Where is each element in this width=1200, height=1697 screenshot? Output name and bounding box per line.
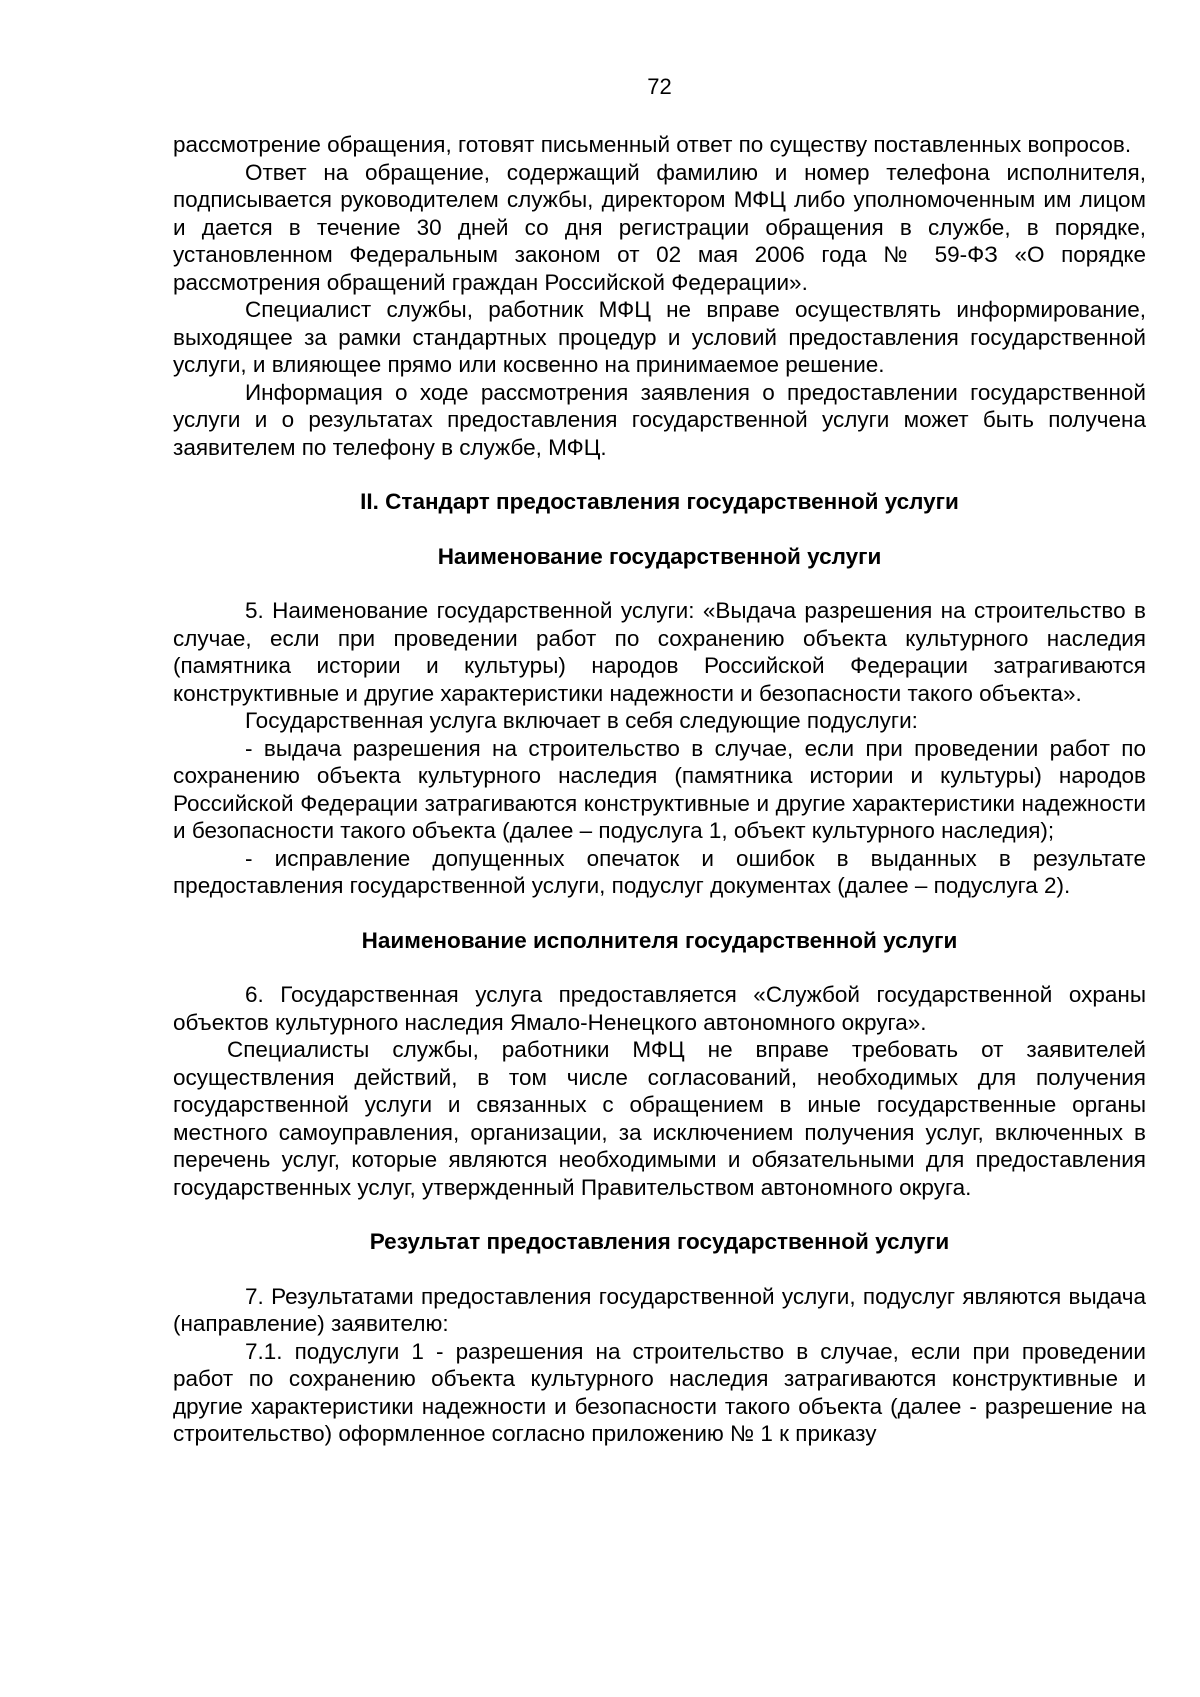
paragraph-result-intro: 7. Результатами предоставления государственной услуги, подуслуг являются выдача (направление) заявителю: <box>173 1283 1146 1336</box>
paragraph-subservice-2: - исправление допущенных опечаток и ошибок в выданных в результате предоставления государственной услуги, подуслуг документах (далее – подуслуга 2). <box>173 845 1146 898</box>
document-body <box>173 131 1146 1448</box>
spacer <box>173 516 1146 543</box>
paragraph-subservices-intro: Государственная услуга включает в себя следующие подуслуги: <box>245 708 918 733</box>
paragraph-status-information: Информация о ходе рассмотрения заявления о предоставлении государственной услуги и о результатах предоставления государственной услуги может быть получена заявителем по телефону в службе, МФЦ. <box>173 379 1146 460</box>
paragraph-service-name: 5. Наименование государственной услуги: «Выдача разрешения на строительство в случае, если при проведении работ по сохранению объекта культурного наследия (памятника истории и культуры) народов Российской Федерации затрагиваются конструктивные и другие характеристики надежности и безопасности такого объекта». <box>173 598 1146 706</box>
heading-service-name: Наименование государственной услуги <box>437 543 882 569</box>
paragraph-executor: 6. Государственная услуга предоставляется «Службой государственной охраны объектов культурного наследия Ямало-Ненецкого автономного округа». <box>173 982 1146 1035</box>
paragraph-no-extra-requirements: Специалисты службы, работники МФЦ не вправе требовать от заявителей осуществления действий, в том числе согласований, необходимых для получения государственной услуги и связанных с обращением в иные государственные органы местного самоуправления, организации, за исключением получения услуг, включенных в перечень услуг, которые являются необходимыми и обязательными для предоставления государственных услуг, утвержденный Правительством автономного округа. <box>173 1037 1146 1200</box>
paragraph-result-7-1: 7.1. подуслуги 1 - разрешения на строительство в случае, если при проведении работ по сохранению объекта культурного наследия затрагиваются конструктивные и другие характеристики надежности и безопасности такого объекта (далее - разрешение на строительство) оформленное согласно приложению № 1 к приказу <box>173 1338 1146 1446</box>
spacer <box>173 570 1146 597</box>
spacer <box>173 900 1146 927</box>
paragraph-subservice-1: - выдача разрешения на строительство в случае, если при проведении работ по сохранению объекта культурного наследия (памятника истории и культуры) народов Российской Федерации затрагиваются конструктивные и другие характеристики надежности и безопасности такого объекта (далее – подуслуга 1, объект культурного наследия); <box>173 735 1146 843</box>
paragraph-specialist-restriction: Специалист службы, работник МФЦ не вправе осуществлять информирование, выходящее за рамки стандартных процедур и условий предоставления государственной услуги, и влияющее прямо или косвенно на принимаемое решение. <box>173 297 1146 377</box>
spacer <box>173 1201 1146 1228</box>
paragraph-response-signing: Ответ на обращение, содержащий фамилию и номер телефона исполнителя, подписывается руководителем службы, директором МФЦ либо уполномоченным им лицом и дается в течение 30 дней со дня регистрации обращения в службе, в порядке, установленном Федеральным законом от 02 мая 2006 года № 59-ФЗ «О порядке рассмотрения обращений граждан Российской Федерации». <box>173 159 1146 295</box>
document-page <box>173 0 1146 1697</box>
heading-service-result: Результат предоставления государственной услуги <box>369 1229 950 1254</box>
heading-service-executor: Наименование исполнителя государственной услуги <box>361 927 958 953</box>
spacer <box>173 1256 1146 1283</box>
spacer <box>173 954 1146 981</box>
spacer <box>173 461 1146 488</box>
paragraph-intro-continuation: рассмотрение обращения, готовят письменный ответ по существу поставленных вопросов. <box>173 132 1132 157</box>
section-title: II. Стандарт предоставления государственной услуги <box>360 489 959 514</box>
page-number: 72 <box>647 74 672 99</box>
